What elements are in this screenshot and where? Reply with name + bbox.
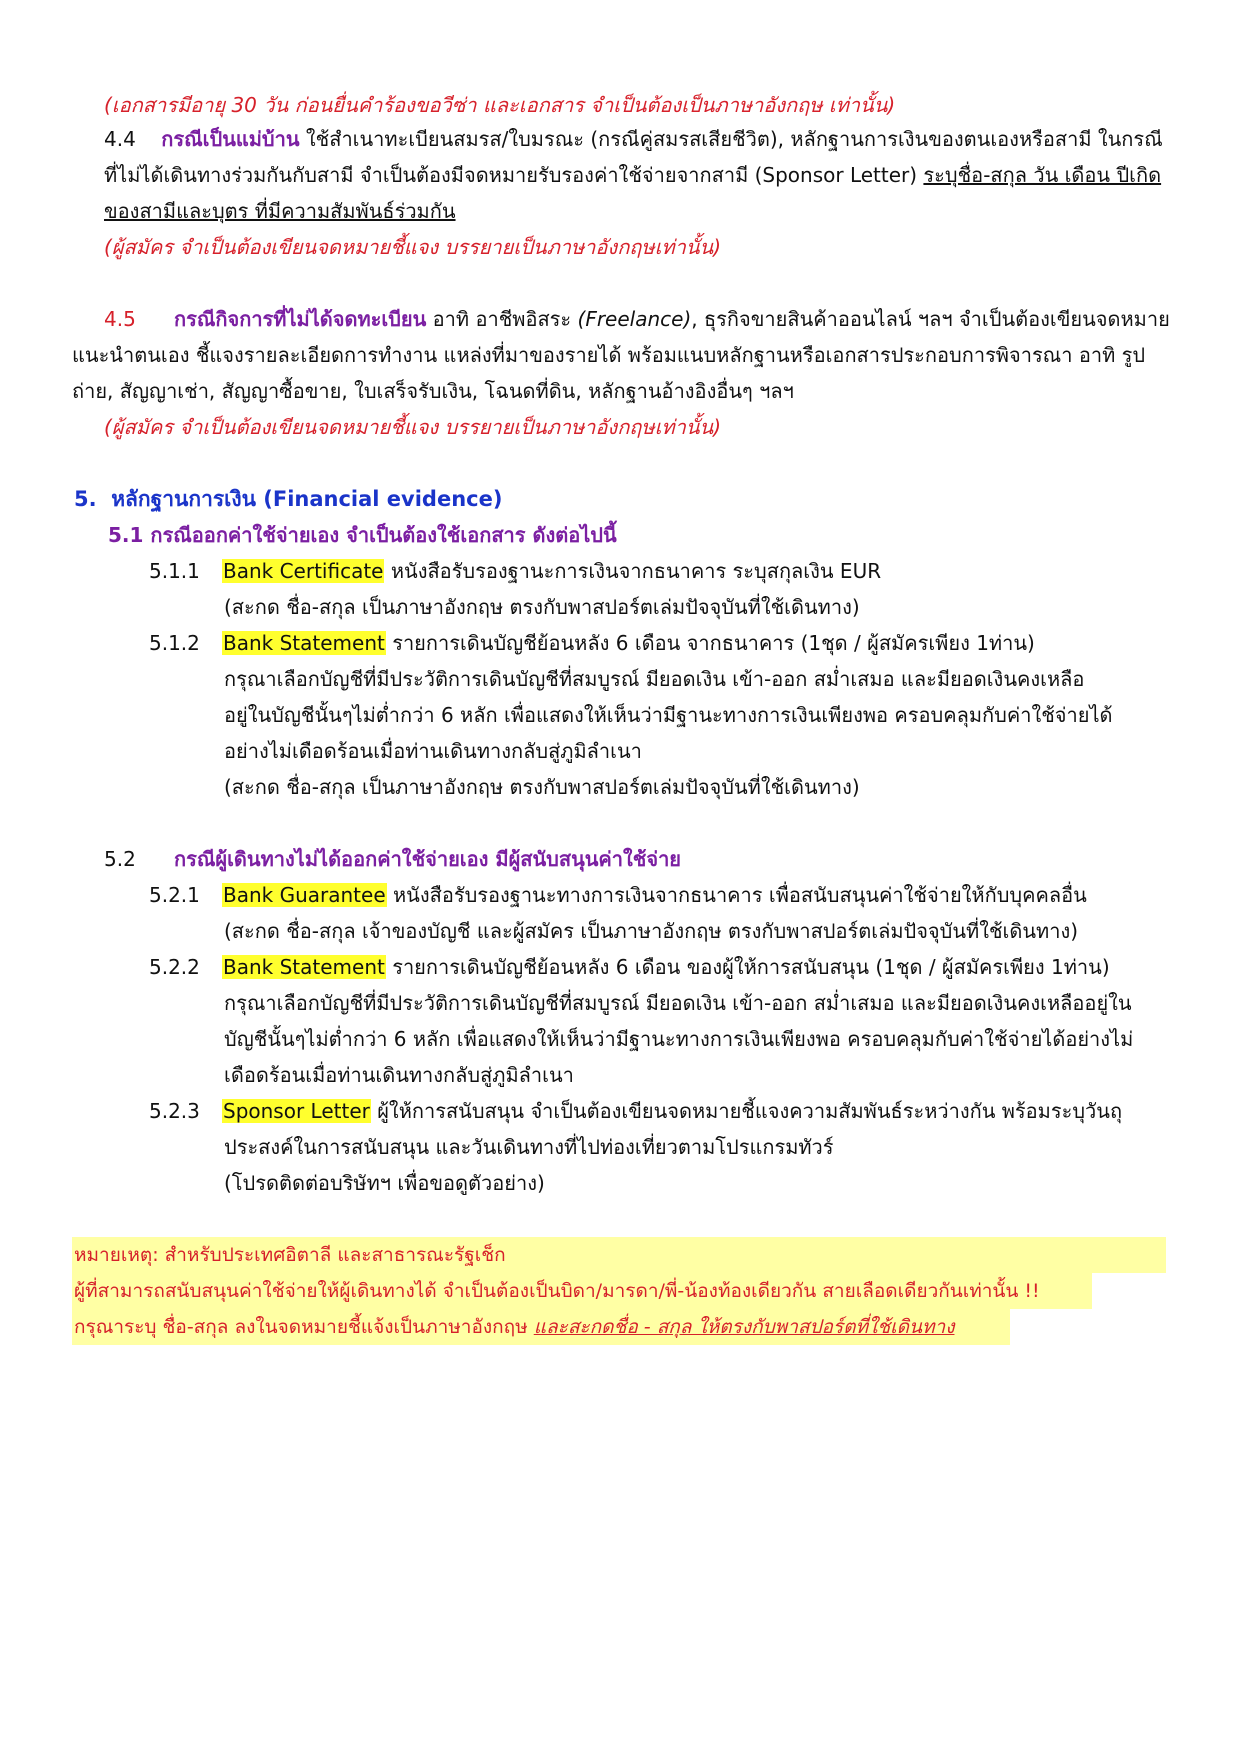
item-5-2-2-line4: เดือดร้อนเมื่อท่านเดินทางกลับสู่ภูมิลำเนา — [224, 1063, 574, 1087]
item-5-1-2-line2: กรุณาเลือกบัญชีที่มีประวัติการเดินบัญชีที่สมบูรณ์ มียอดเงิน เข้า-ออก สม่ำเสมอ และมียอดเงินคงเหลือ — [224, 667, 1085, 691]
item-5-2-3-line1 — [222, 1096, 1122, 1126]
item-4-5-line2: แนะนำตนเอง ชี้แจงรายละเอียดการทำงาน แหล่งที่มาของรายได้ พร้อมแนบหลักฐานหรือเอกสารประกอบการพิจารณา อาทิ รูป — [72, 343, 1146, 367]
item-5-1-2-line1 — [222, 628, 1035, 658]
section-5-2-title: กรณีผู้เดินทางไม่ได้ออกค่าใช้จ่ายเอง มีผู้สนับสนุนค่าใช้จ่าย — [173, 847, 682, 871]
item-4-4-line1 — [104, 124, 1163, 154]
item-5-1-1-line2: (สะกด ชื่อ-สกุล เป็นภาษาอังกฤษ ตรงกับพาสปอร์ตเล่มปัจจุบันที่ใช้เดินทาง) — [224, 595, 860, 619]
item-5-2-2-line1 — [222, 952, 1110, 982]
section-5-2-number: 5.2 — [104, 847, 136, 871]
item-5-2-1-text: หนังสือรับรองฐานะทางการเงินจากธนาคาร เพื่อสนับสนุนค่าใช้จ่ายให้กับบุคคลอื่น — [386, 883, 1087, 907]
item-5-2-1-number: 5.2.1 — [149, 883, 200, 907]
section-5-heading — [74, 484, 502, 514]
item-5-2-2-text: รายการเดินบัญชีย้อนหลัง 6 เดือน ของผู้ให้การสนับสนุน (1ชุด / ผู้สมัครเพียง 1ท่าน) — [385, 955, 1110, 979]
remark-spelling-emphasis: และสะกดชื่อ - สกุล ให้ตรงกับพาสปอร์ตที่ใช้เดินทาง — [533, 1316, 955, 1338]
item-4-5-line3: ถ่าย, สัญญาเช่า, สัญญาซื้อขาย, ใบเสร็จรับเงิน, โฉนดที่ดิน, หลักฐานอ้างอิงอื่นๆ ฯลฯ — [72, 379, 794, 403]
item-5-1-2-number: 5.1.2 — [149, 631, 200, 655]
item-4-5-note: (ผู้สมัคร จำเป็นต้องเขียนจดหมายชี้แจง บรรยายเป็นภาษาอังกฤษเท่านั้น) — [104, 415, 721, 439]
item-4-5-title: กรณีกิจการที่ไม่ได้จดทะเบียน — [173, 307, 427, 331]
item-5-2-3-number: 5.2.3 — [149, 1099, 200, 1123]
item-5-1-1-text: หนังสือรับรองฐานะการเงินจากธนาคาร ระบุสกุลเงิน EUR — [384, 559, 882, 583]
item-5-1-1-number: 5.1.1 — [149, 559, 200, 583]
item-5-2-3-line3: (โปรดติดต่อบริษัทฯ เพื่อขอดูตัวอย่าง) — [224, 1171, 545, 1195]
section-5-2-heading — [104, 844, 681, 874]
remark-spelling-rule — [74, 1312, 954, 1342]
item-5-2-3-line2: ประสงค์ในการสนับสนุน และวันเดินทางที่ไปท่องเที่ยวตามโปรแกรมทัวร์ — [224, 1135, 834, 1159]
item-5-1-2-text: รายการเดินบัญชีย้อนหลัง 6 เดือน จากธนาคาร (1ชุด / ผู้สมัครเพียง 1ท่าน) — [385, 631, 1035, 655]
remark-spelling-text: กรุณาระบุ ชื่อ-สกุล ลงในจดหมายชี้แจ้งเป็นภาษาอังกฤษ — [74, 1316, 534, 1338]
item-4-4-title: กรณีเป็นแม่บ้าน — [161, 127, 300, 151]
item-5-2-2-number: 5.2.2 — [149, 955, 200, 979]
section-5-1-title: 5.1 กรณีออกค่าใช้จ่ายเอง จำเป็นต้องใช้เอกสาร ดังต่อไปนี้ — [108, 523, 617, 547]
document-validity-note: (เอกสารมีอายุ 30 วัน ก่อนยื่นคำร้องขอวีซ่า และเอกสาร จำเป็นต้องเป็นภาษาอังกฤษ เท่านั้น) — [104, 93, 896, 117]
item-4-4-line2 — [104, 160, 1161, 190]
item-5-2-3-text: ผู้ให้การสนับสนุน จำเป็นต้องเขียนจดหมายชี้แจงความสัมพันธ์ระหว่างกัน พร้อมระบุวันถุ — [370, 1099, 1123, 1123]
section-5-number: 5. — [74, 487, 97, 511]
item-5-2-1-line1 — [222, 880, 1087, 910]
bank-guarantee-highlight: Bank Guarantee — [223, 883, 386, 907]
item-5-1-2-line4: อย่างไม่เดือดร้อนเมื่อท่านเดินทางกลับสู่ภูมิลำเนา — [224, 739, 642, 763]
item-4-4-underlined: ระบุชื่อ-สกุล วัน เดือน ปีเกิด — [923, 163, 1162, 187]
item-5-1-2-line3: อยู่ในบัญชีนั้นๆไม่ต่ำกว่า 6 หลัก เพื่อแสดงให้เห็นว่ามีฐานะทางการเงินเพียงพอ ครอบคลุมกับค่าใช้จ่ายได้ — [224, 703, 1113, 727]
item-4-4-text: ใช้สำเนาทะเบียนสมรส/ใบมรณะ (กรณีคู่สมรสเสียชีวิต), หลักฐานการเงินของตนเองหรือสามี ในกรณี — [305, 127, 1163, 151]
item-4-4-text2: ที่ไม่ได้เดินทางร่วมกันกับสามี จำเป็นต้องมีจดหมายรับรองค่าใช้จ่ายจากสามี (Sponsor Letter) — [104, 163, 924, 187]
item-5-1-1-line1 — [222, 556, 881, 586]
remark-sponsor-rule: ผู้ที่สามารถสนับสนุนค่าใช้จ่ายให้ผู้เดินทางได้ จำเป็นต้องเป็นบิดา/มารดา/พี่-น้องท้องเดียวกัน สายเลือดเดียวกันเท่านั้น !! — [74, 1280, 1040, 1302]
item-4-5-text-c: , ธุรกิจขายสินค้าออนไลน์ ฯลฯ จำเป็นต้องเขียนจดหมาย — [691, 307, 1170, 331]
item-5-2-2-line3: บัญชีนั้นๆไม่ต่ำกว่า 6 หลัก เพื่อแสดงให้เห็นว่ามีฐานะทางการเงินเพียงพอ ครอบคลุมกับค่าใช้จ่ายได้อย่างไม่ — [224, 1027, 1134, 1051]
sponsor-letter-highlight: Sponsor Letter — [223, 1099, 370, 1123]
item-4-5-line1 — [104, 304, 1170, 334]
item-5-2-2-line2: กรุณาเลือกบัญชีที่มีประวัติการเดินบัญชีที่สมบูรณ์ มียอดเงิน เข้า-ออก สม่ำเสมอ และมียอดเงินคงเหลืออยู่ใน — [224, 991, 1132, 1015]
item-4-5-text-a: อาทิ อาชีพอิสระ — [426, 307, 578, 331]
bank-statement-highlight: Bank Statement — [223, 631, 385, 655]
item-5-2-1-line2: (สะกด ชื่อ-สกุล เจ้าของบัญชี และผู้สมัคร เป็นภาษาอังกฤษ ตรงกับพาสปอร์ตเล่มปัจจุบันที่ใช้เดินทาง) — [224, 919, 1079, 943]
bank-certificate-highlight: Bank Certificate — [223, 559, 384, 583]
section-5-title: หลักฐานการเงิน (Financial evidence) — [111, 487, 503, 511]
sponsor-bank-statement-highlight: Bank Statement — [223, 955, 385, 979]
item-4-5-number: 4.5 — [104, 307, 136, 331]
item-5-1-2-line5: (สะกด ชื่อ-สกุล เป็นภาษาอังกฤษ ตรงกับพาสปอร์ตเล่มปัจจุบันที่ใช้เดินทาง) — [224, 775, 860, 799]
item-4-4-line3: ของสามีและบุตร ที่มีความสัมพันธ์ร่วมกัน — [104, 199, 456, 223]
item-4-4-number: 4.4 — [104, 127, 136, 151]
item-4-5-freelance: (Freelance) — [577, 307, 692, 331]
remark-title: หมายเหตุ: สำหรับประเทศอิตาลี และสาธารณะรัฐเช็ก — [74, 1244, 506, 1266]
item-4-4-note: (ผู้สมัคร จำเป็นต้องเขียนจดหมายชี้แจง บรรยายเป็นภาษาอังกฤษเท่านั้น) — [104, 235, 721, 259]
